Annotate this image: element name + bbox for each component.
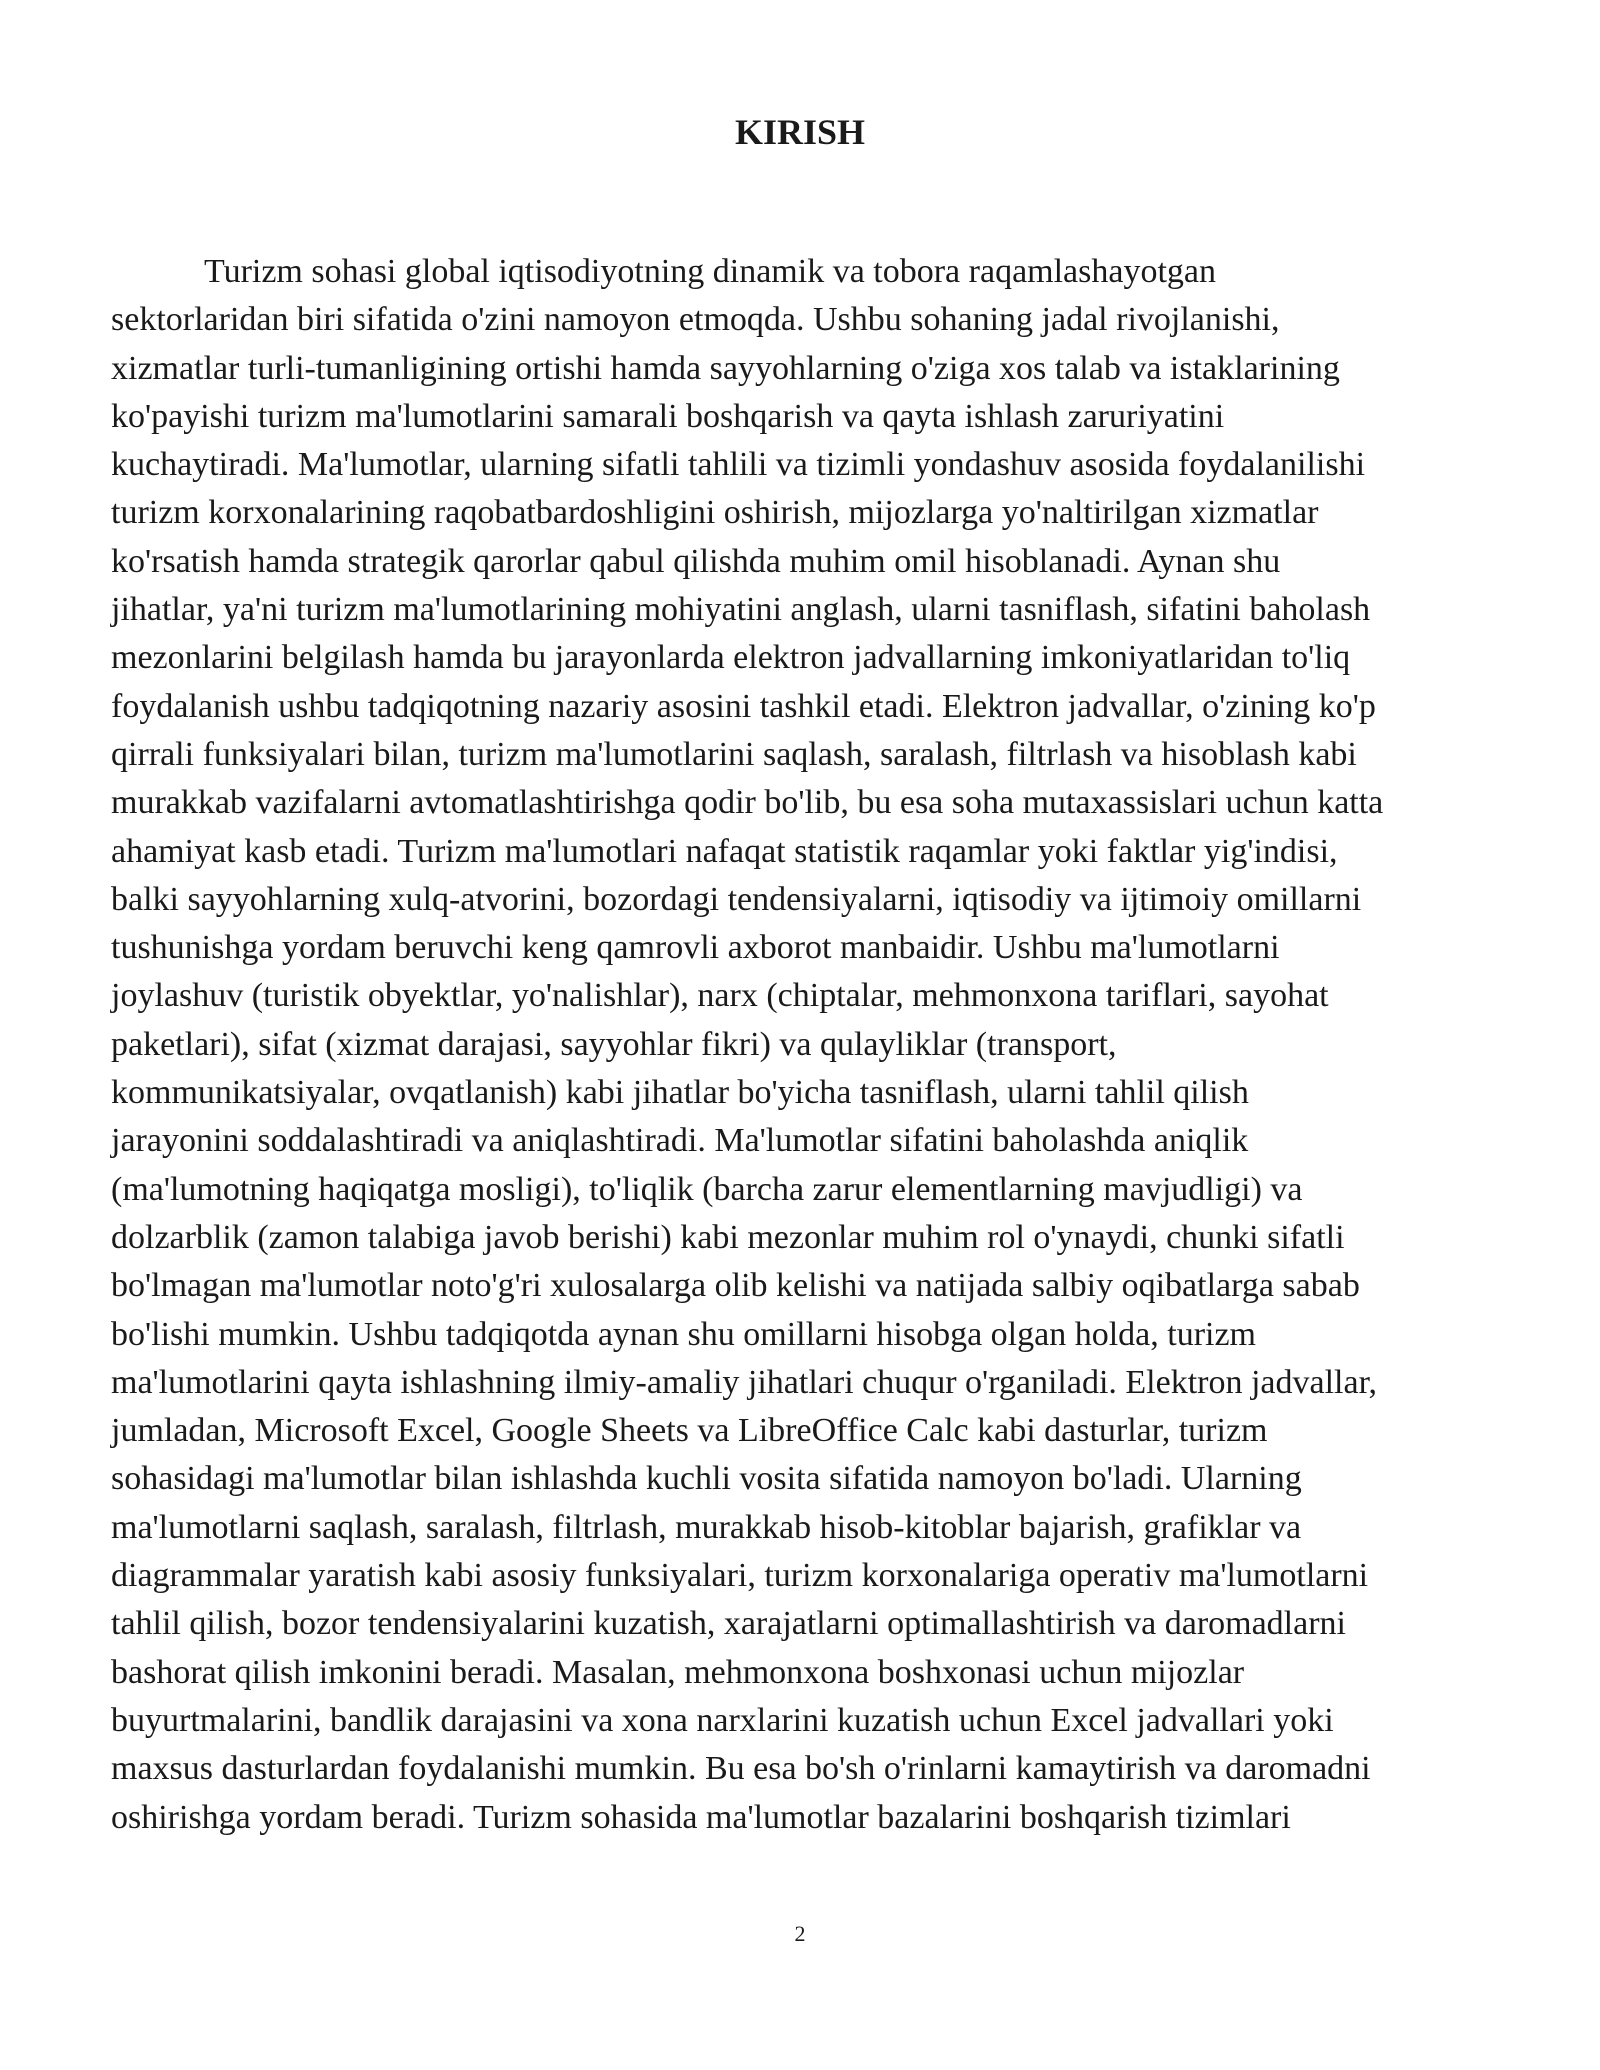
paragraph-line: diagrammalar yaratish kabi asosiy funksiyalari, turizm korxonalariga operativ ma'lumotlarni bbox=[111, 1557, 1369, 1595]
paragraph-line: bo'lishi mumkin. Ushbu tadqiqotda aynan shu omillarni hisobga olgan holda, turizm bbox=[111, 1315, 1256, 1353]
paragraph-line: bashorat qilish imkonini beradi. Masalan, mehmonxona boshxonasi uchun mijozlar bbox=[111, 1653, 1245, 1691]
paragraph-line: oshirishga yordam beradi. Turizm sohasida ma'lumotlar bazalarini boshqarish tizimlari bbox=[111, 1798, 1291, 1836]
paragraph-line: ahamiyat kasb etadi. Turizm ma'lumotlari nafaqat statistik raqamlar yoki faktlar yig'indisi, bbox=[111, 832, 1338, 870]
paragraph-line: (ma'lumotning haqiqatga mosligi), to'liqlik (barcha zarur elementlarning mavjudligi) va bbox=[111, 1170, 1303, 1208]
paragraph-line: ma'lumotlarni saqlash, saralash, filtrlash, murakkab hisob-kitoblar bajarish, grafiklar va bbox=[111, 1508, 1302, 1546]
paragraph-line: mezonlarini belgilash hamda bu jarayonlarda elektron jadvallarning imkoniyatlaridan to'liq bbox=[111, 639, 1351, 677]
paragraph-line: ko'rsatish hamda strategik qarorlar qabul qilishda muhim omil hisoblanadi. Aynan shu bbox=[111, 542, 1281, 580]
paragraph-line: Turizm sohasi global iqtisodiyotning dinamik va tobora raqamlashayotgan bbox=[204, 253, 1216, 290]
paragraph-line: sektorlaridan biri sifatida o'zini namoyon etmoqda. Ushbu sohaning jadal rivojlanishi, bbox=[111, 301, 1280, 339]
paragraph-line: paketlari), sifat (xizmat darajasi, sayyohlar fikri) va qulayliklar (transport, bbox=[111, 1025, 1117, 1063]
paragraph-line: ko'payishi turizm ma'lumotlarini samarali boshqarish va qayta ishlash zaruriyatini bbox=[111, 397, 1225, 435]
paragraph-line: bo'lmagan ma'lumotlar noto'g'ri xulosalarga olib kelishi va natijada salbiy oqibatlarga sabab bbox=[111, 1267, 1360, 1305]
paragraph-line: tahlil qilish, bozor tendensiyalarini kuzatish, xarajatlarni optimallashtirish va daromadlarni bbox=[111, 1605, 1346, 1643]
paragraph-line: balki sayyohlarning xulq-atvorini, bozordagi tendensiyalarni, iqtisodiy va ijtimoiy omillarni bbox=[111, 880, 1362, 918]
paragraph-line: tushunishga yordam beruvchi keng qamrovli axborot manbaidir. Ushbu ma'lumotlarni bbox=[111, 929, 1280, 967]
paragraph-line: sohasidagi ma'lumotlar bilan ishlashda kuchli vosita sifatida namoyon bo'ladi. Ularning bbox=[111, 1460, 1302, 1498]
paragraph-line: kuchaytiradi. Ma'lumotlar, ularning sifatli tahlili va tizimli yondashuv asosida foydalanilishi bbox=[111, 446, 1366, 484]
paragraph-line: joylashuv (turistik obyektlar, yo'nalishlar), narx (chiptalar, mehmonxona tariflari, sayohat bbox=[111, 977, 1329, 1015]
paragraph-line: jumladan, Microsoft Excel, Google Sheets va LibreOffice Calc kabi dasturlar, turizm bbox=[111, 1412, 1268, 1450]
paragraph-line: maxsus dasturlardan foydalanishi mumkin. Bu esa bo'sh o'rinlarni kamaytirish va daromadni bbox=[111, 1750, 1371, 1788]
body-paragraph bbox=[111, 248, 1491, 1842]
paragraph-line: foydalanish ushbu tadqiqotning nazariy asosini tashkil etadi. Elektron jadvallar, o'zining ko'p bbox=[111, 687, 1376, 725]
paragraph-line: turizm korxonalarining raqobatbardoshligini oshirish, mijozlarga yo'naltirilgan xizmatlar bbox=[111, 494, 1319, 532]
paragraph-line: xizmatlar turli-tumanligining ortishi hamda sayyohlarning o'ziga xos talab va istaklarining bbox=[111, 349, 1340, 387]
paragraph-line: murakkab vazifalarni avtomatlashtirishga qodir bo'lib, bu esa soha mutaxassislari uchun katta bbox=[111, 784, 1384, 822]
paragraph-line: qirrali funksiyalari bilan, turizm ma'lumotlarini saqlash, saralash, filtrlash va hisoblash kabi bbox=[111, 735, 1357, 773]
paragraph-line: jarayonini soddalashtiradi va aniqlashtiradi. Ma'lumotlar sifatini baholashda aniqlik bbox=[111, 1122, 1249, 1160]
page-number: 2 bbox=[794, 1921, 806, 1946]
paragraph-line: ma'lumotlarini qayta ishlashning ilmiy-amaliy jihatlari chuqur o'rganiladi. Elektron jadvallar, bbox=[111, 1363, 1378, 1401]
paragraph-line: buyurtmalarini, bandlik darajasini va xona narxlarini kuzatish uchun Excel jadvallari yoki bbox=[111, 1701, 1334, 1739]
paragraph-line: kommunikatsiyalar, ovqatlanish) kabi jihatlar bo'yicha tasniflash, ularni tahlil qilish bbox=[111, 1074, 1249, 1112]
paragraph-line: jihatlar, ya'ni turizm ma'lumotlarining mohiyatini anglash, ularni tasniflash, sifatini baholash bbox=[111, 591, 1371, 629]
page-title: KIRISH bbox=[734, 112, 866, 152]
paragraph-line: dolzarblik (zamon talabiga javob berishi) kabi mezonlar muhim rol o'ynaydi, chunki sifatli bbox=[111, 1218, 1345, 1256]
